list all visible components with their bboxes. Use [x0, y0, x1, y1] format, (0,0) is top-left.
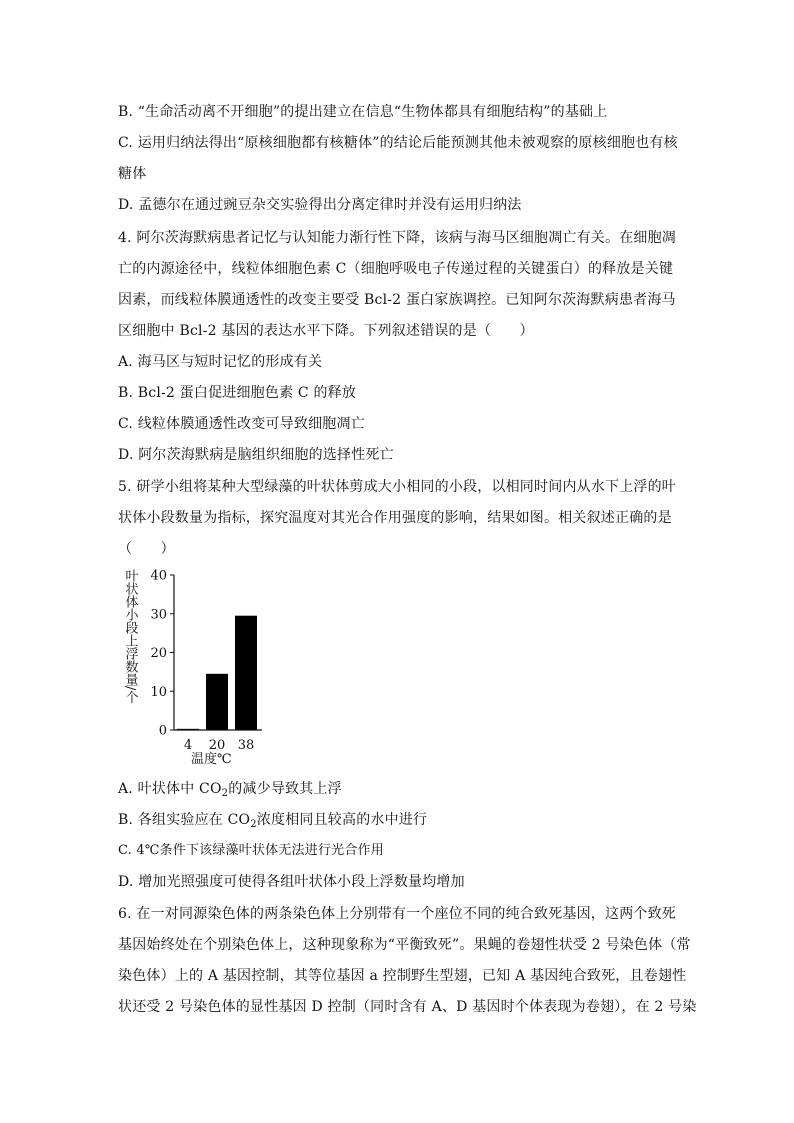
option-a-q5-subscript: 2	[221, 788, 229, 799]
option-b-q5	[118, 810, 427, 830]
option-b-q5-text: B. 各组实验应在 CO	[118, 812, 251, 828]
option-a-q5	[118, 779, 342, 799]
bar	[235, 616, 257, 730]
option-b-q5-subscript: 2	[250, 819, 257, 830]
y-tick-label: 20	[150, 646, 167, 661]
option-d-q5: D. 增加光照强度可使得各组叶状体小段上浮数量均增加	[118, 874, 465, 890]
question-5-line-2: 状体小段数量为指标，探究温度对其光合作用强度的影响，结果如图。相关叙述正确的是	[118, 510, 672, 526]
question-5-line-3: （ ）	[118, 541, 175, 557]
option-a-q4: A. 海马区与短时记忆的形成有关	[118, 354, 323, 370]
x-tick-label: 38	[237, 738, 255, 753]
bar	[206, 674, 228, 730]
option-c-q4: C. 线粒体膜通透性改变可导致细胞凋亡	[118, 416, 365, 432]
question-6-line-4: 状还受 2 号染色体的显性基因 D 控制（同时含有 A、D 基因时个体表现为卷翅），在 2 号染	[118, 999, 697, 1015]
bar-chart	[118, 563, 278, 771]
question-5-line-1: 5. 研学小组将某种大型绿藻的叶状体剪成大小相同的小段，以相同时间内从水下上浮的叶	[118, 479, 677, 495]
x-tick-label: 20	[208, 738, 226, 753]
option-d-q3: D. 孟德尔在通过豌豆杂交实验得出分离定律时并没有运用归纳法	[118, 197, 522, 213]
x-axis-label: 温度℃	[191, 752, 232, 767]
option-c-q3-cont: 糖体	[118, 166, 147, 182]
question-6-line-3: 染色体）上的 A 基因控制，其等位基因 a 控制野生型翅，已知 A 基因纯合致死，且卷翅性	[118, 968, 687, 984]
question-4-line-2: 亡的内源途径中，线粒体细胞色素 C（细胞呼吸电子传递过程的关键蛋白）的释放是关键	[118, 261, 674, 277]
option-c-q3: C. 运用归纳法得出“原核细胞都有核糖体”的结论后能预测其他未被观察的原核细胞也有核	[118, 135, 678, 151]
x-tick-label: 4	[183, 738, 193, 753]
y-tick-label: 30	[150, 607, 167, 623]
question-4-line-1: 4. 阿尔茨海默病患者记忆与认知能力渐行性下降，该病与海马区细胞凋亡有关。在细胞凋	[118, 230, 677, 246]
y-tick-label: 0	[158, 723, 167, 739]
option-b-q3: B. “生命活动离不开细胞”的提出建立在信息“生物体都具有细胞结构”的基础上	[118, 104, 608, 120]
x-ticks	[184, 738, 254, 753]
y-axis-label: 叶状体小段上浮数量/个	[122, 569, 138, 704]
option-b-q4: B. Bcl-2 蛋白促进细胞色素 C 的释放	[118, 385, 357, 401]
option-d-q4: D. 阿尔茨海默病是脑组织细胞的选择性死亡	[118, 447, 394, 463]
question-4-line-3: 因素，而线粒体膜通透性的改变主要受 Bcl-2 蛋白家族调控。已知阿尔茨海默病患者海马	[118, 292, 676, 308]
question-6-line-1: 6. 在一对同源染色体的两条染色体上分别带有一个座位不同的纯合致死基因，这两个致死	[118, 906, 677, 922]
option-b-q5-text-end: 浓度相同且较高的水中进行	[256, 812, 428, 828]
question-6-line-2: 基因始终处在个别染色体上，这种现象称为“平衡致死”。果蝇的卷翅性状受 2 号染色体（常	[118, 937, 691, 953]
y-ticks	[150, 569, 174, 739]
bars	[177, 616, 257, 730]
option-a-q5-text-end: 的减少导致其上浮	[228, 781, 342, 797]
option-a-q5-text: A. 叶状体中 CO	[118, 781, 222, 797]
y-tick-label: 40	[150, 568, 167, 584]
y-tick-label: 10	[150, 684, 167, 700]
option-c-q5: C. 4℃条件下该绿藻叶状体无法进行光合作用	[118, 843, 384, 858]
question-4-line-4: 区细胞中 Bcl-2 基因的表达水平下降。下列叙述错误的是（ ）	[118, 323, 534, 339]
